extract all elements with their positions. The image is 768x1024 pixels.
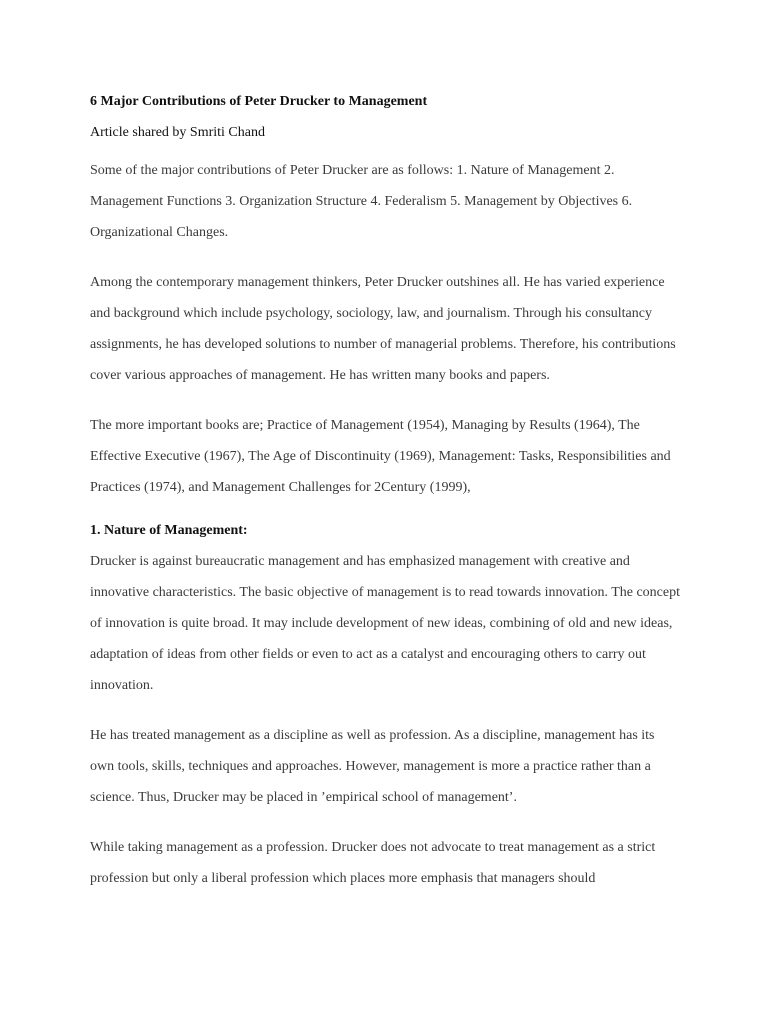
background-paragraph: Among the contemporary management thinkers, Peter Drucker outshines all. He has varied experience and background which include psychology, sociology, law, and journalism. Through his consultancy assignments, he has developed solutions to number of managerial problems. Therefore, his contributions cover various approaches of management. He has written many books and papers. — [90, 275, 676, 383]
section-paragraph: He has treated management as a discipline as well as profession. As a discipline, management has its own tools, skills, techniques and approaches. However, management is more a practice rather than a science. Thus, Drucker may be placed in ’empirical school of management’. — [90, 728, 655, 805]
document-title: 6 Major Contributions of Peter Drucker to Management — [90, 94, 428, 109]
article-byline: Article shared by Smriti Chand — [90, 125, 265, 140]
section-paragraph: Drucker is against bureaucratic management and has emphasized management with creative and innovative characteristics. The basic objective of management is to read towards innovation. The concept of innovation is quite broad. It may include development of new ideas, combining of old and new ideas, adaptation of ideas from other fields or even to act as a catalyst and encouraging others to carry out innovation. — [90, 554, 681, 693]
section-paragraph: While taking management as a profession. Drucker does not advocate to treat management as a strict profession but only a liberal profession which places more emphasis that managers should — [90, 840, 656, 886]
books-paragraph: The more important books are; Practice of Management (1954), Managing by Results (1964), The Effective Executive (1967), The Age of Discontinuity (1969), Management: Tasks, Responsibilities and Practices (1974), and Management Challenges for 2Century (1999), — [90, 418, 671, 495]
intro-paragraph: Some of the major contributions of Peter Drucker are as follows: 1. Nature of Management 2. Management Functions 3. Organization Structure 4. Federalism 5. Management by Objectives 6. Organizational Changes. — [90, 163, 633, 240]
section-heading-nature-of-management: 1. Nature of Management: — [90, 523, 248, 538]
document-page — [90, 90, 680, 894]
